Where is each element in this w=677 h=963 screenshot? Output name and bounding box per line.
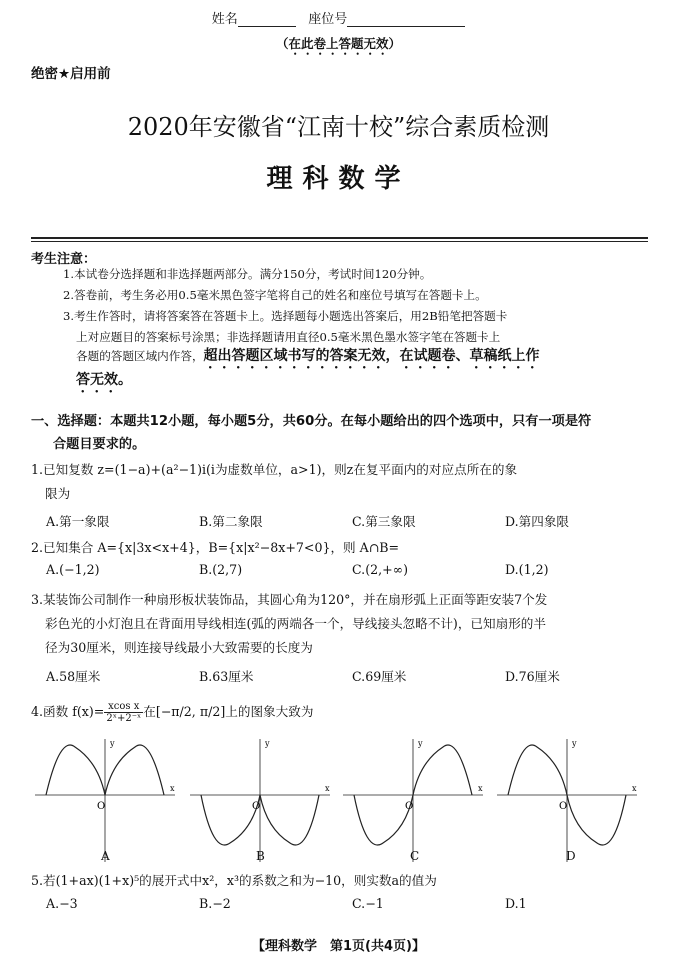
question-2: 2.已知集合 A={x|3x<x+4}，B={x|x²−8x+7<0}，则 A∩B=: [31, 540, 400, 555]
answer-invalid-notice: （在此卷上答题无效）: [275, 36, 401, 51]
note-item-3-line1: 3.考生作答时，请将答案答在答题卡上。选择题每小题选出答案后，用2B铅笔把答题卡: [63, 309, 508, 323]
emphasis-text-2: 答无效。: [76, 372, 132, 388]
function-fraction: $\frac{\text{xcos x}}{\text{2ˣ+2⁻ˣ}}$: [106, 701, 142, 724]
note-item-3-line2: 上对应题目的答案标号涂黑；非选择题请用直径0.5毫米黑色墨水签字笔在答题卡上: [76, 330, 501, 344]
question-5: 5.若(1+ax)(1+x)⁵的展开式中x²，x³的系数之和为−10，则实数a的值为: [31, 873, 437, 888]
graph-option-c: [338, 737, 488, 867]
q2-option-b: B.(2,7): [199, 562, 243, 577]
graph-option-b: [185, 737, 335, 867]
graph-option-a: [30, 737, 180, 867]
x-label: x: [170, 784, 175, 793]
graph-label-a: A: [101, 849, 110, 863]
note-item-2: 2.答卷前，考生务必用0.5毫米黑色签字笔将自己的姓名和座位号填写在答题卡上。: [63, 288, 487, 302]
graph-option-d: [492, 737, 642, 867]
note-item-3-line3: 各题的答题区域内作答，超出答题区域书写的答案无效，在试题卷、草稿纸上作: [76, 348, 540, 364]
x-label: x: [325, 784, 330, 793]
name-blank: [238, 12, 296, 27]
section-heading: 一、选择题：本题共12小题，每小题5分，共60分。在每小题给出的四个选项中，只有一项是符 合题目要求的。: [31, 414, 592, 452]
origin-label: O: [97, 801, 106, 812]
y-label: y: [265, 739, 270, 748]
q1-option-b: B.第二象限: [199, 514, 263, 529]
question-4: 4.函数 f(x)= $\frac{\text{xcos x}}{\text{2ˣ+2⁻ˣ}}$ 在[−π/2, π/2]上的图象大致为: [31, 701, 314, 724]
divider-thin: [31, 241, 648, 242]
q3-option-a: A.58厘米: [46, 669, 101, 684]
q1-option-a: A.第一象限: [46, 514, 110, 529]
divider-thick: [31, 237, 648, 239]
q2-option-d: D.(1,2): [505, 562, 549, 577]
interval: [−π/2, π/2]: [155, 704, 226, 719]
x-label: x: [478, 784, 483, 793]
x-label: x: [632, 784, 637, 793]
q5-option-a: A.−3: [46, 896, 78, 911]
q1-option-c: C.第三象限: [352, 514, 416, 529]
secret-label: 绝密★启用前: [31, 66, 111, 82]
graph-label-c: C: [410, 849, 420, 863]
emphasis-text-1: 超出答题区域书写的答案无效，在试题卷、草稿纸上作: [203, 348, 540, 364]
graph-label-b: B: [256, 849, 265, 863]
q5-option-b: B.−2: [199, 896, 231, 911]
seat-blank: [347, 12, 465, 27]
page-footer: 【理科数学 第1页(共4页)】: [252, 939, 425, 954]
q3-option-d: D.76厘米: [505, 669, 560, 684]
seat-label: 座位号: [308, 12, 348, 27]
q2-option-a: A.(−1,2): [46, 562, 100, 577]
name-seat-line: [0, 8, 677, 27]
origin-label: O: [405, 801, 414, 812]
y-label: y: [572, 739, 577, 748]
q3-option-b: B.63厘米: [199, 669, 254, 684]
origin-label: O: [559, 801, 568, 812]
q3-option-c: C.69厘米: [352, 669, 407, 684]
notes-heading: 考生注意：: [31, 252, 97, 267]
question-1: 1.已知复数 z=(1−a)+(a²−1)i(i为虚数单位，a>1)，则z在复平面内的对应点所在的象 限为: [31, 462, 518, 501]
y-label: y: [418, 739, 423, 748]
q5-option-c: C.−1: [352, 896, 384, 911]
exam-subtitle: 理科数学: [266, 164, 411, 194]
q2-option-c: C.(2,+∞): [352, 562, 409, 577]
name-label: 姓名: [211, 12, 238, 27]
graph-label-d: D: [566, 849, 576, 863]
q1-option-d: D.第四象限: [505, 514, 570, 529]
q5-option-d: D.1: [505, 896, 527, 911]
y-label: y: [110, 739, 115, 748]
note-item-1: 1.本试卷分选择题和非选择题两部分。满分150分，考试时间120分钟。: [63, 267, 432, 281]
exam-title: 2020年安徽省“江南十校”综合素质检测: [127, 113, 550, 141]
origin-label: O: [252, 801, 261, 812]
question-3: 3.某装饰公司制作一种扇形板状装饰品，其圆心角为120°，并在扇形弧上正面等距安装7个发 彩色光的小灯泡且在背面用导线相连(弧的两端各一个，导线接头忽略不计)，已知扇形的半 径为30厘米，则连接导线最小大致需要的长度为: [31, 592, 548, 655]
